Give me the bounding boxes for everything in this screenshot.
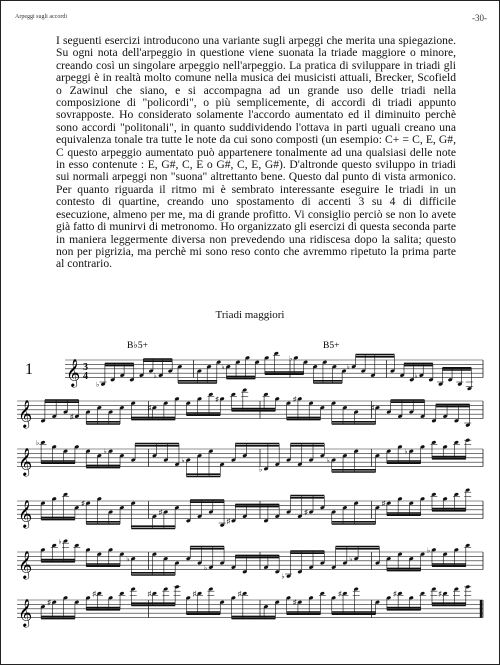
treble-clef-icon: 𝄞	[18, 401, 33, 428]
accidental-icon: ♭	[203, 563, 208, 572]
accidental-icon: ♯	[304, 508, 308, 517]
accidental-icon: ♯	[69, 412, 74, 421]
accidental-icon: ♯	[292, 395, 297, 404]
accidental-icon: ♭	[96, 380, 100, 389]
accidental-icon: ♯	[393, 589, 397, 598]
accidental-icon: ♯	[147, 404, 151, 413]
chord-symbol-bb-aug: B♭5+	[127, 341, 148, 351]
exercise-number: 1	[25, 361, 33, 378]
staff-system	[17, 585, 483, 628]
accidental-icon: ♭	[181, 456, 185, 465]
accidental-icon: ♭	[349, 555, 353, 564]
accidental-icon: ♭	[126, 555, 130, 564]
accidental-icon: ♭	[36, 438, 40, 447]
staff-system	[17, 438, 483, 477]
staff-system	[17, 538, 483, 581]
accidental-icon: ♭	[426, 546, 431, 555]
accidental-icon: ♭	[103, 447, 107, 456]
accidental-icon: ♯	[381, 499, 386, 508]
accidental-icon: ♯	[370, 404, 374, 413]
staff-system	[17, 388, 483, 429]
accidental-icon: ♭	[58, 537, 62, 546]
accidental-icon: ♭	[259, 465, 263, 474]
treble-clef-icon: 𝄞	[18, 449, 33, 476]
treble-clef-icon: 𝄞	[66, 360, 81, 387]
accidental-icon: ♭	[404, 447, 408, 456]
section-title: Triadi maggiori	[215, 309, 285, 321]
accidental-icon: ♯	[92, 589, 96, 598]
page-number: -30-	[472, 13, 487, 23]
accidental-icon: ♯	[237, 589, 242, 598]
staff-system	[65, 351, 483, 390]
accidental-icon: ♭	[346, 363, 350, 372]
staff-systems	[17, 351, 483, 627]
accidental-icon: ♯	[47, 598, 51, 607]
accidental-icon: ♯	[226, 517, 230, 526]
chord-symbol-b-aug: B5+	[323, 341, 340, 351]
treble-clef-icon: 𝄞	[18, 501, 33, 528]
staff-system	[17, 488, 483, 529]
running-header: Arpeggi sugli accordi	[15, 14, 67, 20]
intro-paragraph: I seguenti esercizi introducono una variante sugli arpeggi che merita una spiegazione. Su ogni nota dell'arpeggio in questione viene suonata la triade maggiore o minore, creando così un singolare arpeggio nell'arpeggio. La pratica di sviluppare in triadi gli arpeggi è in realtà molto comune nella musica dei musicisti attuali, Brecker, Scofield o Zawinul che siano, e si accompagna ad un grande uso delle triadi nella composizione di "policordi", o più semplicemente, di accordi di triadi appunto sovrapposte. Ho considerato solamente l'accordo aumentato ed il diminuito perchè sono accordi "politonali", in quanto suddividendo l'ottava in parti uguali creano una equivalenza tonale tra tutte le note da cui sono composti (un esempio: C+ = C, E, G#, C questo arpeggio aumentato può appartenere tonalmente ad una qualsiasi delle note in esso contenute : E, G#, C, E o G#, C, E, G#). D'altronde questo sviluppo in triadi sui normali arpeggi non "suona" altrettanto bene. Questo dal punto di vista armonico. Per quanto riguarda il ritmo mi è sembrato interessante eseguire le triadi in un contesto di quartine, creando uno spostamento di accenti 3 su 4 di difficile esecuzione, almeno per me, ma di grande profitto. Vi consiglio perciò se non lo avete già fatto di munirvi di metronomo. Ho organizzato gli esercizi di questa seconda parte in maniera leggermente diversa non prevedendo una ridiscesa dopo la salita; questo non per pigrizia, ma perchè mi sono reso conto che avremmo ripetuto la prima parte al contrario.	[56, 34, 456, 271]
accidental-icon: ♭	[326, 456, 330, 465]
treble-clef-icon: 𝄞	[18, 600, 33, 627]
accidental-icon: ♯	[292, 598, 297, 607]
time-signature-top: 3	[83, 362, 88, 373]
time-signature-bottom: 4	[83, 371, 88, 382]
treble-clef-icon: 𝄞	[18, 552, 33, 579]
accidental-icon: ♭	[281, 572, 285, 581]
music-score	[1, 321, 500, 666]
accidental-icon: ♯	[192, 589, 197, 598]
accidental-icon: ♭	[289, 354, 293, 363]
accidental-icon: ♯	[147, 589, 151, 598]
accidental-icon: ♯	[337, 589, 342, 598]
accidental-icon: ♭	[414, 371, 418, 380]
accidental-icon: ♭	[153, 371, 157, 380]
accidental-icon: ♭	[221, 363, 225, 372]
accidental-icon: ♯	[438, 589, 442, 598]
accidental-icon: ♯	[81, 499, 85, 508]
accidental-icon: ♯	[158, 508, 163, 517]
accidental-icon: ♯	[215, 395, 219, 404]
